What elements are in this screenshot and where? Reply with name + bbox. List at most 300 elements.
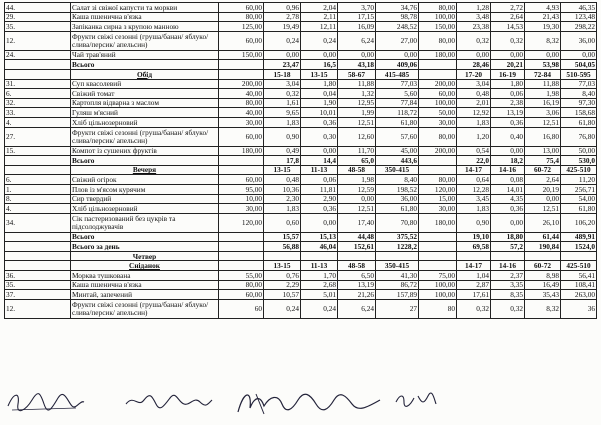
cell-v6: 18,2 [491, 156, 525, 166]
cell-weight [219, 165, 264, 175]
cell-v1: 0,90 [264, 127, 301, 146]
cell-no: 32. [5, 98, 71, 108]
cell-name: Каша пшенична в'язка [71, 280, 219, 290]
cell-w2: 100,00 [419, 280, 457, 290]
cell-w2: 15,00 [419, 194, 457, 204]
cell-name: Сніданок [71, 261, 219, 271]
cell-no: 1. [5, 184, 71, 194]
cell-no [5, 232, 71, 242]
cell-v2: 1,70 [301, 271, 338, 281]
cell-v4: 61,80 [376, 204, 419, 214]
cell-w2: 100,00 [419, 98, 457, 108]
cell-w2: 80,00 [419, 127, 457, 146]
cell-v3: 43,18 [338, 60, 376, 70]
cell-weight: 95,00 [219, 184, 264, 194]
cell-name: Всього [71, 156, 219, 166]
cell-v8: 504,05 [561, 60, 597, 70]
cell-v4: 375,52 [376, 232, 419, 242]
cell-weight: 30,00 [219, 204, 264, 214]
cell-v7: 0,00 [525, 194, 561, 204]
table-row [5, 108, 597, 118]
cell-v1: 23,47 [264, 60, 301, 70]
cell-w2 [419, 69, 457, 79]
cell-name: Фрукти свіжі сезонні (груша/банан/ яблуко/слива/персик/ апельсин) [71, 299, 219, 318]
cell-weight: 60,00 [219, 290, 264, 300]
cell-w2: 100,00 [419, 12, 457, 22]
cell-v7: 3,06 [525, 108, 561, 118]
cell-v1: 1,61 [264, 98, 301, 108]
cell-v5: 0,00 [457, 50, 491, 60]
cell-v8: 36 [561, 299, 597, 318]
signature-area [6, 388, 596, 418]
cell-v3: 21,26 [338, 290, 376, 300]
total-row [5, 156, 597, 166]
cell-v7: 12,51 [525, 117, 561, 127]
cell-v8: 489,91 [561, 232, 597, 242]
cell-weight: 80,00 [219, 12, 264, 22]
table-row [5, 3, 597, 13]
cell-v6: 0,32 [491, 299, 525, 318]
cell-w2: 60,00 [419, 89, 457, 99]
cell-v6: 20,21 [491, 60, 525, 70]
table-row [5, 175, 597, 185]
cell-v2 [301, 251, 338, 261]
cell-v8: 76,80 [561, 127, 597, 146]
cell-v7: 11,88 [525, 79, 561, 89]
cell-v6: 0,00 [491, 146, 525, 156]
cell-v1: 19,49 [264, 22, 301, 32]
cell-no: 12. [5, 31, 71, 50]
cell-weight: 60,00 [219, 175, 264, 185]
cell-w2: 100,00 [419, 290, 457, 300]
cell-v4: 8,40 [376, 175, 419, 185]
cell-v6: 14,53 [491, 22, 525, 32]
cell-v6: 0,00 [491, 50, 525, 60]
cell-w2: 80 [419, 299, 457, 318]
table-row [5, 184, 597, 194]
cell-v1: 2,30 [264, 194, 301, 204]
cell-v5: 2,87 [457, 280, 491, 290]
cell-v5: 1,04 [457, 271, 491, 281]
meal-row [5, 69, 597, 79]
cell-v4: 350-415 [376, 261, 419, 271]
cell-v3: 48-58 [338, 165, 376, 175]
cell-v1: 0,48 [264, 175, 301, 185]
cell-no: 8. [5, 194, 71, 204]
cell-weight [219, 69, 264, 79]
cell-v2: 2,04 [301, 3, 338, 13]
cell-v4: 409,06 [376, 60, 419, 70]
cell-v4: 36,00 [376, 194, 419, 204]
cell-v3: 17,40 [338, 213, 376, 232]
total-row [5, 232, 597, 242]
cell-weight: 60,00 [219, 31, 264, 50]
cell-weight: 200,00 [219, 79, 264, 89]
cell-v7: 60-72 [525, 165, 561, 175]
cell-name: Сир твердий [71, 194, 219, 204]
cell-v5: 14-17 [457, 165, 491, 175]
cell-v7: 2,64 [525, 175, 561, 185]
cell-v2: 13-15 [301, 69, 338, 79]
cell-v5: 17-20 [457, 69, 491, 79]
cell-v3: 48-58 [338, 261, 376, 271]
cell-v7: 20,19 [525, 184, 561, 194]
cell-v7: 1,98 [525, 89, 561, 99]
cell-v5: 0,32 [457, 299, 491, 318]
cell-v3: 12,60 [338, 127, 376, 146]
cell-no [5, 251, 71, 261]
cell-v7: 8,32 [525, 299, 561, 318]
cell-v4: 0,00 [376, 50, 419, 60]
cell-v1: 56,88 [264, 242, 301, 252]
cell-v8: 46,35 [561, 3, 597, 13]
cell-name: Обід [71, 69, 219, 79]
table-row [5, 280, 597, 290]
cell-weight: 120,00 [219, 213, 264, 232]
cell-v1: 0,24 [264, 31, 301, 50]
cell-name: Вечеря [71, 165, 219, 175]
cell-v5: 0,54 [457, 146, 491, 156]
cell-v4: 443,6 [376, 156, 419, 166]
cell-name: Гуляш м'ясний [71, 108, 219, 118]
cell-v8: 56,41 [561, 271, 597, 281]
cell-v7: 8,98 [525, 271, 561, 281]
cell-name: Сік пастеризований без цукрів та підсолоджувачів [71, 213, 219, 232]
cell-name: Салат зі свіжої капусти та моркви [71, 3, 219, 13]
cell-v4: 27,00 [376, 31, 419, 50]
cell-v5: 22,0 [457, 156, 491, 166]
cell-v6: 13,19 [491, 108, 525, 118]
cell-v1: 17,8 [264, 156, 301, 166]
cell-v5: 3,45 [457, 194, 491, 204]
cell-v7: 53,98 [525, 60, 561, 70]
table-row [5, 127, 597, 146]
day-row [5, 251, 597, 261]
cell-v4: 118,72 [376, 108, 419, 118]
cell-weight [219, 242, 264, 252]
menu-table [4, 2, 597, 319]
cell-name: Фрукти свіжі сезонні (груша/банан/ яблуко/слива/персик/ апельсин) [71, 31, 219, 50]
cell-weight: 40,00 [219, 108, 264, 118]
cell-v6: 0,40 [491, 127, 525, 146]
cell-v2: 0,24 [301, 299, 338, 318]
cell-v6: 57,2 [491, 242, 525, 252]
cell-no: 6. [5, 175, 71, 185]
cell-v1: 10,36 [264, 184, 301, 194]
cell-name: Всього [71, 232, 219, 242]
cell-w2 [419, 261, 457, 271]
cell-w2 [419, 156, 457, 166]
cell-v3: 12,95 [338, 98, 376, 108]
cell-v2: 11,81 [301, 184, 338, 194]
cell-v3: 1,99 [338, 108, 376, 118]
cell-v2: 46,04 [301, 242, 338, 252]
cell-v6: 8,35 [491, 290, 525, 300]
cell-name: Чай трав'яний [71, 50, 219, 60]
cell-v2: 11-13 [301, 165, 338, 175]
table-row [5, 271, 597, 281]
cell-v2: 10,01 [301, 108, 338, 118]
cell-v8: 8,40 [561, 89, 597, 99]
cell-weight [219, 251, 264, 261]
cell-name: Каша пшенична в'язка [71, 12, 219, 22]
cell-name: Хліб цільнозерновий [71, 204, 219, 214]
cell-v8: 77,03 [561, 79, 597, 89]
cell-v8: 123,48 [561, 12, 597, 22]
cell-v7: 4,93 [525, 3, 561, 13]
table-row [5, 50, 597, 60]
cell-no: 6. [5, 89, 71, 99]
cell-v5: 0,90 [457, 213, 491, 232]
cell-v1: 0,00 [264, 50, 301, 60]
cell-v1: 13-15 [264, 261, 301, 271]
cell-v6: 14-16 [491, 261, 525, 271]
cell-no [5, 156, 71, 166]
cell-w2: 50,00 [419, 108, 457, 118]
cell-v3: 6,50 [338, 271, 376, 281]
cell-v3: 0,00 [338, 50, 376, 60]
cell-weight [219, 232, 264, 242]
cell-w2: 30,00 [419, 204, 457, 214]
cell-v4: 350-415 [376, 165, 419, 175]
cell-v1: 2,29 [264, 280, 301, 290]
cell-name: Морква тушкована [71, 271, 219, 281]
cell-v1: 0,96 [264, 3, 301, 13]
cell-v8: 50,00 [561, 146, 597, 156]
cell-v7: 13,00 [525, 146, 561, 156]
cell-w2: 80,00 [419, 175, 457, 185]
cell-v3: 6,24 [338, 31, 376, 50]
table-row [5, 213, 597, 232]
cell-v4: 45,00 [376, 146, 419, 156]
cell-v7: 16,19 [525, 98, 561, 108]
cell-v1: 1,83 [264, 117, 301, 127]
meal-row [5, 261, 597, 271]
cell-v6: 2,38 [491, 98, 525, 108]
cell-v7: 72-84 [525, 69, 561, 79]
table-row [5, 117, 597, 127]
cell-v4: 198,52 [376, 184, 419, 194]
cell-v1: 1,83 [264, 204, 301, 214]
cell-v4: 415-485 [376, 69, 419, 79]
signature-2 [124, 388, 214, 414]
cell-v6: 0,06 [491, 89, 525, 99]
cell-v6: 0,36 [491, 117, 525, 127]
table-row [5, 204, 597, 214]
cell-v3: 3,70 [338, 3, 376, 13]
cell-v2: 0,00 [301, 213, 338, 232]
cell-v5: 1,20 [457, 127, 491, 146]
cell-v2: 0,24 [301, 31, 338, 50]
cell-v1: 13-15 [264, 165, 301, 175]
cell-v2: 14,4 [301, 156, 338, 166]
cell-v2: 11-13 [301, 261, 338, 271]
cell-weight [219, 60, 264, 70]
cell-v8: 425-510 [561, 165, 597, 175]
cell-v1: 0,76 [264, 271, 301, 281]
cell-weight [219, 156, 264, 166]
cell-v2: 12,11 [301, 22, 338, 32]
cell-v8: 1524,0 [561, 242, 597, 252]
cell-weight: 180,00 [219, 146, 264, 156]
cell-v6 [491, 251, 525, 261]
cell-v7: 61,44 [525, 232, 561, 242]
cell-name: Картопля відварна з маслом [71, 98, 219, 108]
cell-v3: 1,98 [338, 175, 376, 185]
table-row [5, 146, 597, 156]
cell-v1: 2,78 [264, 12, 301, 22]
cell-v1: 9,65 [264, 108, 301, 118]
cell-v8: 530,0 [561, 156, 597, 166]
cell-v6: 0,36 [491, 204, 525, 214]
cell-v5: 2,01 [457, 98, 491, 108]
cell-no: 12. [5, 299, 71, 318]
cell-v7: 75,4 [525, 156, 561, 166]
cell-v5: 1,83 [457, 117, 491, 127]
cell-no [5, 165, 71, 175]
cell-weight: 80,00 [219, 280, 264, 290]
cell-v1: 15,57 [264, 232, 301, 242]
cell-v8: 36,00 [561, 31, 597, 50]
cell-v7: 21,43 [525, 12, 561, 22]
cell-v8: 61,80 [561, 117, 597, 127]
cell-name: Плов із м'ясом курячим [71, 184, 219, 194]
cell-v5 [457, 251, 491, 261]
cell-v7: 16,49 [525, 280, 561, 290]
cell-v5: 69,58 [457, 242, 491, 252]
cell-v2: 5,01 [301, 290, 338, 300]
cell-v5: 1,28 [457, 3, 491, 13]
cell-w2 [419, 251, 457, 261]
cell-v8: 97,30 [561, 98, 597, 108]
cell-v2: 0,00 [301, 50, 338, 60]
cell-v7: 35,43 [525, 290, 561, 300]
cell-v4: 77,03 [376, 79, 419, 89]
cell-weight: 60,00 [219, 127, 264, 146]
cell-v5: 28,46 [457, 60, 491, 70]
cell-v7: 26,10 [525, 213, 561, 232]
cell-w2 [419, 60, 457, 70]
cell-v4: 98,78 [376, 12, 419, 22]
cell-v2: 2,68 [301, 280, 338, 290]
cell-w2: 75,00 [419, 271, 457, 281]
table-row [5, 290, 597, 300]
cell-v4 [376, 251, 419, 261]
cell-v2: 0,36 [301, 204, 338, 214]
signature-4 [394, 388, 438, 410]
cell-v8: 256,71 [561, 184, 597, 194]
cell-name: Запіканка сирна з крупою манною [71, 22, 219, 32]
cell-v3: 6,24 [338, 299, 376, 318]
cell-v1: 0,24 [264, 299, 301, 318]
cell-v8: 263,00 [561, 290, 597, 300]
cell-name: Всього [71, 60, 219, 70]
cell-weight: 30,00 [219, 117, 264, 127]
cell-weight: 125,00 [219, 22, 264, 32]
cell-v6: 4,35 [491, 194, 525, 204]
cell-weight: 150,00 [219, 50, 264, 60]
cell-v1: 3,04 [264, 79, 301, 89]
cell-no: 4. [5, 204, 71, 214]
cell-no: 35. [5, 22, 71, 32]
signature-3 [234, 388, 384, 418]
cell-v4: 57,60 [376, 127, 419, 146]
table-row [5, 194, 597, 204]
cell-v4: 61,80 [376, 117, 419, 127]
cell-w2 [419, 165, 457, 175]
cell-w2: 180,00 [419, 50, 457, 60]
cell-no: 31. [5, 79, 71, 89]
cell-v2: 1,90 [301, 98, 338, 108]
cell-weight: 40,00 [219, 89, 264, 99]
cell-w2 [419, 232, 457, 242]
cell-v8: 54,00 [561, 194, 597, 204]
cell-v4: 77,84 [376, 98, 419, 108]
cell-v1: 15-18 [264, 69, 301, 79]
cell-no: 44. [5, 3, 71, 13]
cell-v2: 0,00 [301, 146, 338, 156]
cell-v7: 16,80 [525, 127, 561, 146]
cell-v8 [561, 251, 597, 261]
cell-name: Суп квасолевий [71, 79, 219, 89]
cell-v3: 17,15 [338, 12, 376, 22]
cell-no: 27. [5, 127, 71, 146]
cell-v7: 12,51 [525, 204, 561, 214]
cell-v7: 190,84 [525, 242, 561, 252]
cell-w2: 80,00 [419, 31, 457, 50]
table-row [5, 299, 597, 318]
cell-v3: 16,09 [338, 22, 376, 32]
cell-v6: 2,64 [491, 12, 525, 22]
cell-v6: 0,08 [491, 175, 525, 185]
cell-v6: 14-16 [491, 165, 525, 175]
cell-v3 [338, 251, 376, 261]
cell-v4: 5,60 [376, 89, 419, 99]
cell-v7: 0,00 [525, 50, 561, 60]
cell-no: 4. [5, 117, 71, 127]
cell-v3: 12,51 [338, 204, 376, 214]
cell-v5: 12,92 [457, 108, 491, 118]
cell-v6: 3,35 [491, 280, 525, 290]
cell-w2: 150,00 [419, 22, 457, 32]
cell-v5: 3,48 [457, 12, 491, 22]
cell-v6: 1,80 [491, 79, 525, 89]
cell-v3: 12,51 [338, 117, 376, 127]
cell-v4: 34,76 [376, 3, 419, 13]
cell-v5: 12,28 [457, 184, 491, 194]
cell-weight: 10,00 [219, 194, 264, 204]
total-row [5, 242, 597, 252]
cell-name: Компот із сушених фруктів [71, 146, 219, 156]
cell-v5: 1,83 [457, 204, 491, 214]
signature-1 [6, 388, 86, 414]
cell-v6: 2,72 [491, 3, 525, 13]
cell-name: Минтай, запечений [71, 290, 219, 300]
table-row [5, 89, 597, 99]
cell-no: 24. [5, 50, 71, 60]
table-row [5, 31, 597, 50]
cell-weight [219, 261, 264, 271]
cell-v6: 16-19 [491, 69, 525, 79]
total-row [5, 60, 597, 70]
cell-no: 35. [5, 280, 71, 290]
cell-v2: 0,06 [301, 175, 338, 185]
cell-w2: 180,00 [419, 213, 457, 232]
cell-no: 34. [5, 213, 71, 232]
cell-name: Всього за день [71, 242, 219, 252]
cell-name: Фрукти свіжі сезонні (груша/банан/ яблуко/слива/персик/ апельсин) [71, 127, 219, 146]
cell-v4: 27 [376, 299, 419, 318]
